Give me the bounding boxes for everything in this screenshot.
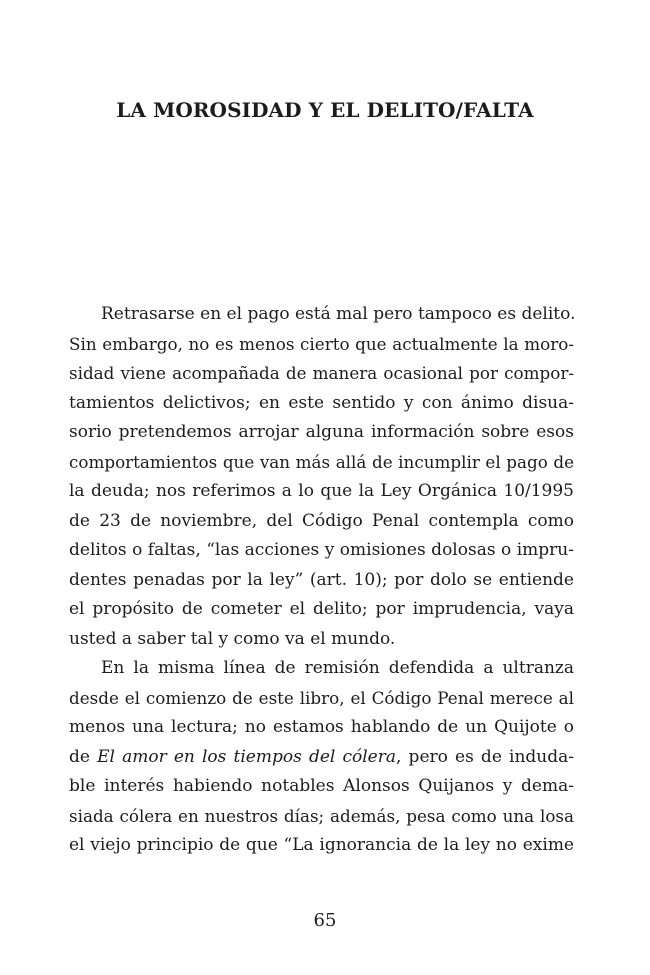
- text-line: ble interés habiendo notables Alonsos Quijanos y dema-: [69, 776, 574, 796]
- text-line: sidad viene acompañada de manera ocasional por compor-: [69, 363, 574, 383]
- text-line: la deuda; nos referimos a lo que la Ley Orgánica 10/1995: [69, 481, 574, 501]
- text-line: sorio pretendemos arrojar alguna información sobre esos: [69, 422, 574, 442]
- text-line: tamientos delictivos; en este sentido y con ánimo disua-: [69, 392, 574, 413]
- text-line: menos una lectura; no estamos hablando de un Quijote o: [69, 717, 574, 737]
- text-run: , pero es de induda-: [396, 746, 574, 767]
- body-text: [69, 300, 574, 861]
- page-number: 65: [313, 910, 337, 931]
- text-line: usted a saber tal y como va el mundo.: [69, 628, 396, 649]
- book-title-italic: El amor en los tiempos del cólera: [97, 746, 397, 767]
- text-line: de 23 de noviembre, del Código Penal contempla como: [69, 510, 574, 531]
- text-line: Sin embargo, no es menos cierto que actualmente la moro-: [69, 333, 574, 354]
- text-line: delitos o faltas, “las acciones y omisiones dolosas o impru-: [69, 540, 574, 560]
- chapter-title: LA MOROSIDAD Y EL DELITO/FALTA: [116, 98, 534, 122]
- text-line: el viejo principio de que “La ignorancia de la ley no exime: [69, 835, 574, 855]
- text-line: el propósito de cometer el delito; por imprudencia, vaya: [69, 599, 574, 619]
- text-line: dentes penadas por la ley” (art. 10); por dolo se entiende: [69, 569, 574, 590]
- text-line: En la misma línea de remisión defendida a ultranza: [101, 658, 574, 678]
- text-line: desde el comienzo de este libro, el Código Penal merece al: [69, 687, 574, 708]
- text-line: Retrasarse en el pago está mal pero tampoco es delito.: [101, 304, 576, 324]
- text-line: siada cólera en nuestros días; además, pesa como una losa: [69, 805, 574, 826]
- text-run: de: [69, 746, 98, 767]
- text-line: comportamientos que van más allá de incumplir el pago de: [69, 451, 574, 472]
- text-line: [69, 743, 574, 773]
